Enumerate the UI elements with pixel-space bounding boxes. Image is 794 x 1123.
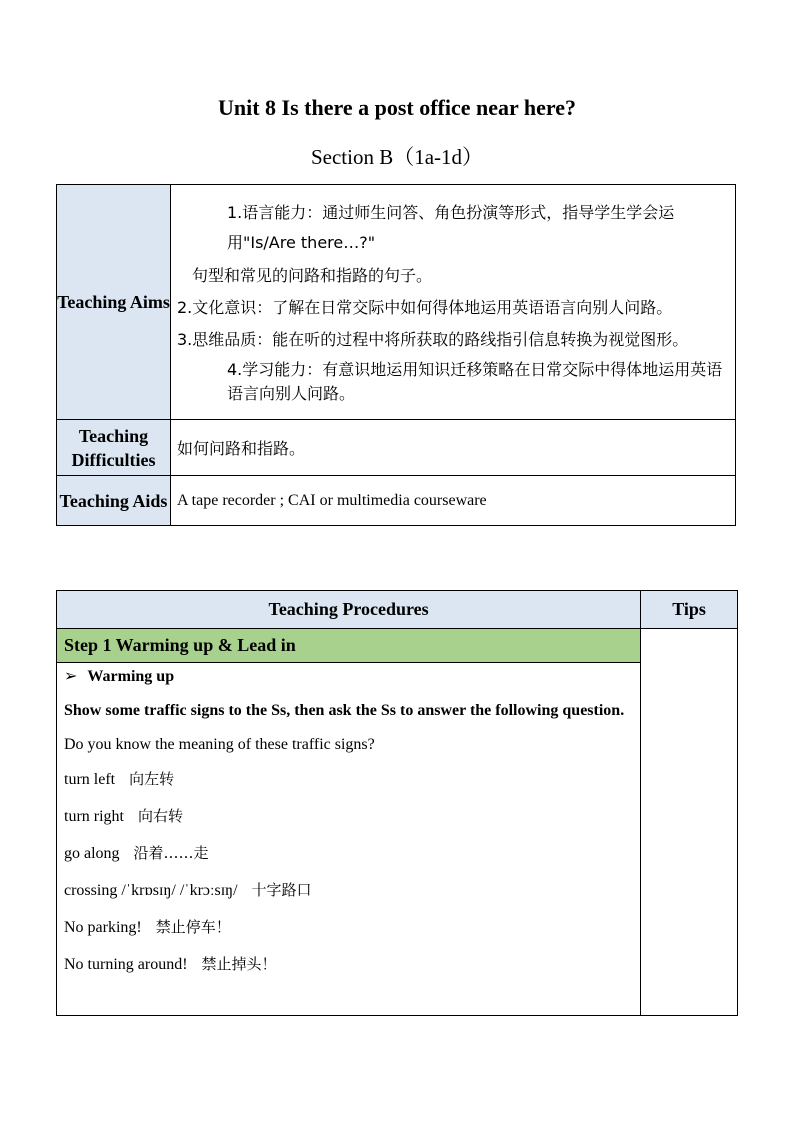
aids-value: A tape recorder ; CAI or multimedia courseware	[171, 476, 736, 526]
vocab-english: turn right	[64, 808, 124, 825]
page-subtitle: Section B（1a-1d）	[310, 145, 484, 169]
vocab-english: crossing /ˈkrɒsɪŋ/ /ˈkrɔːsɪŋ/	[64, 882, 238, 899]
vocab-item	[64, 946, 633, 983]
vocab-chinese: 向左转	[129, 770, 175, 788]
procedures-table	[56, 590, 738, 1016]
tips-cell	[641, 629, 738, 1016]
vocab-chinese: 沿着……走	[133, 844, 209, 862]
difficulties-row	[57, 420, 736, 476]
vocab-item	[64, 761, 633, 798]
vocab-item	[64, 835, 633, 872]
procedures-header-row	[57, 591, 738, 629]
procedures-header: Teaching Procedures	[57, 591, 641, 629]
aids-label: Teaching Aids	[57, 476, 171, 526]
tips-header: Tips	[641, 591, 738, 629]
vocab-item	[64, 872, 633, 909]
vocab-english: go along	[64, 845, 120, 862]
page-title: Unit 8 Is there a post office near here?	[217, 95, 577, 120]
aim-3: 3.思维品质：能在听的过程中将所获取的路线指引信息转换为视觉图形。	[177, 330, 689, 349]
vocab-english: No parking!	[64, 919, 142, 936]
step1-content-row	[57, 663, 738, 1016]
vocab-chinese: 禁止掉头！	[201, 955, 277, 973]
vocab-item	[64, 909, 633, 946]
arrow-bullet-icon: ➢	[64, 666, 78, 685]
vocab-item	[64, 798, 633, 835]
aim-2: 2.文化意识：了解在日常交际中如何得体地运用英语语言向别人问路。	[177, 298, 673, 317]
bullet-text: Warming up	[87, 668, 175, 685]
difficulties-value: 如何问路和指路。	[171, 420, 736, 476]
difficulties-label: Teaching Difficulties	[57, 420, 171, 476]
aim-1-cont: 句型和常见的问路和指路的句子。	[192, 266, 433, 285]
step1-heading: Step 1 Warming up & Lead in	[57, 629, 641, 663]
info-table	[56, 184, 736, 526]
aim-1: 1.语言能力：通过师生问答、角色扮演等形式，指导学生学会运用"Is/Are there…?"	[227, 203, 675, 252]
vocab-english: turn left	[64, 771, 116, 788]
vocab-chinese: 禁止停车！	[155, 918, 231, 936]
aim-4: 4.学习能力：有意识地运用知识迁移策略在日常交际中得体地运用英语语言向别人问路。	[227, 360, 723, 403]
aims-cell	[171, 185, 736, 420]
bullet-line	[64, 665, 633, 688]
vocab-english: No turning around!	[64, 956, 188, 973]
step1-content	[57, 663, 641, 1016]
instruction-text: Show some traffic signs to the Ss, then ask the Ss to answer the following question.	[64, 702, 625, 719]
vocab-chinese: 向右转	[138, 807, 184, 825]
aids-row	[57, 476, 736, 526]
question-text: Do you know the meaning of these traffic signs?	[64, 736, 375, 753]
aims-row	[57, 185, 736, 420]
vocab-chinese: 十字路口	[251, 881, 312, 899]
vocab-list	[64, 761, 633, 983]
step1-row	[57, 629, 738, 663]
aims-label: Teaching Aims	[57, 185, 171, 420]
